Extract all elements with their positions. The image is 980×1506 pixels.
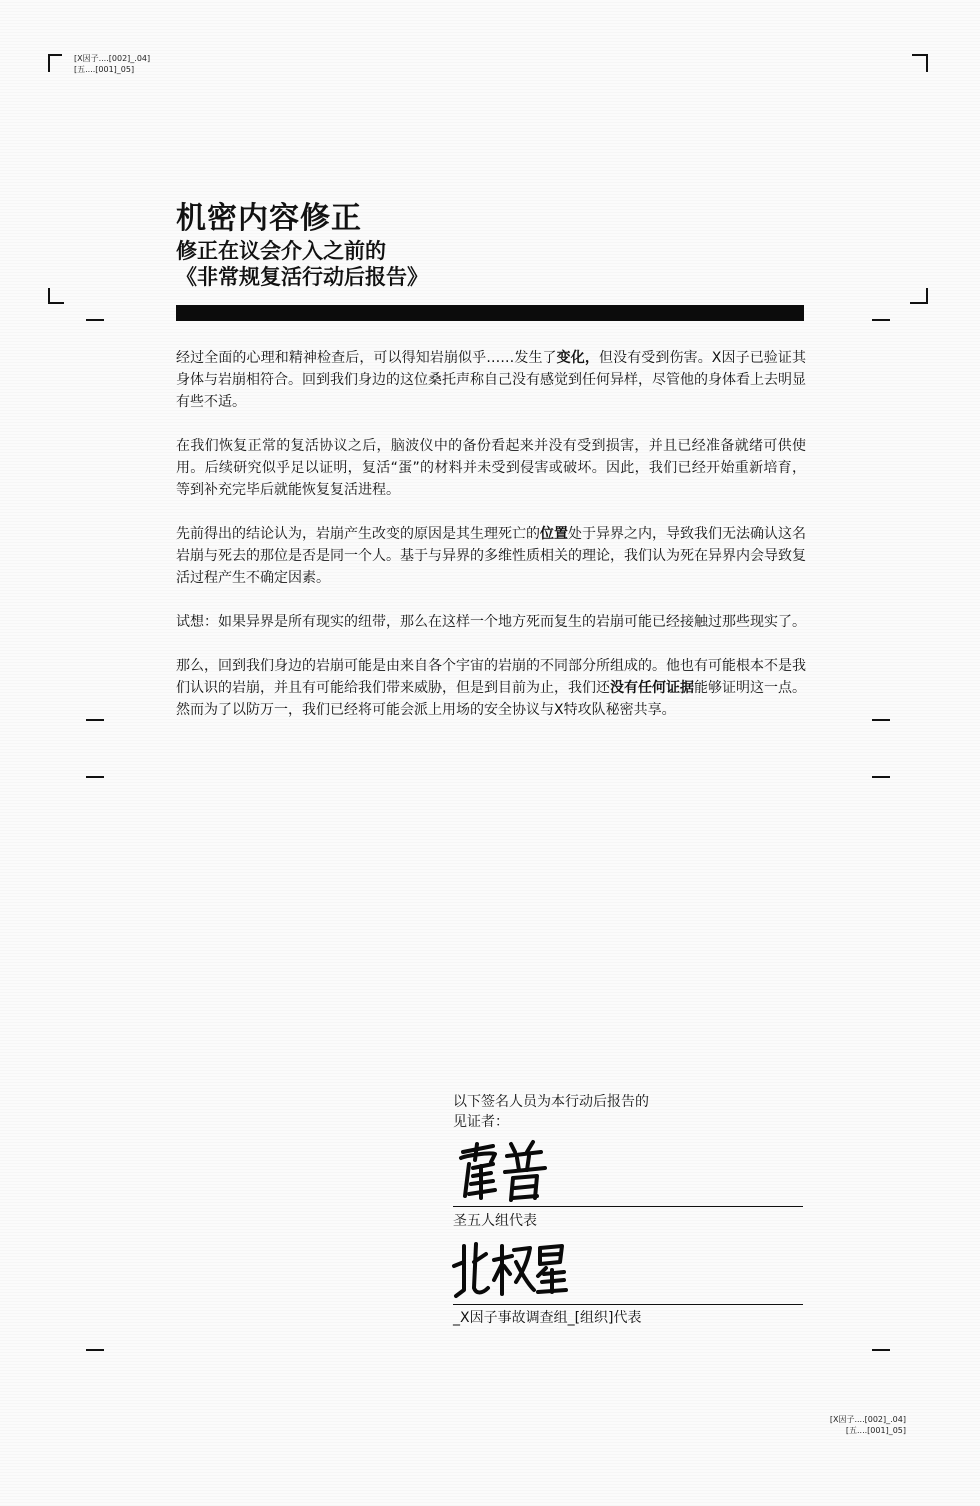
signature-intro-line2: 见证者： [453,1114,509,1130]
signature-intro-line1: 以下签名人员为本行动后报告的 [453,1094,649,1110]
emphasis: 没有任何证据 [610,680,694,696]
signature-line-1 [453,1206,803,1207]
document-subtitle-line2: 《非常规复活行动后报告》 [176,265,428,289]
document-subtitle-line1: 修正在议会介入之前的 [176,239,386,263]
corner-code-line: [五....[001]_05] [845,1426,906,1435]
signature-2-caption [453,1308,642,1328]
document-header [176,200,816,290]
crop-mark [872,719,890,721]
signature-1-caption-text: 圣五人组代表 [453,1213,537,1229]
crop-mark [48,54,50,72]
crop-mark [926,54,928,72]
crop-mark [86,776,104,778]
signature-polaris-graphic [450,1240,570,1302]
paragraph-5: 那么，回到我们身边的岩崩可能是由来自各个宇宙的岩崩的不同部分所组成的。他也有可能根本不是我们认识的岩崩，并且有可能给我们带来威胁，但是到目前为止，我们还没有任何证据能够证明这一点。然而为了以防万一，我们已经将可能会派上用场的安全协议与X特攻队秘密共享。 [176,658,806,718]
paragraph-2: 在我们恢复正常的复活协议之后，脑波仪中的备份看起来并没有受到损害，并且已经准备就绪可供使用。后续研究似乎足以证明，复活“蛋”的材料并未受到侵害或破坏。因此，我们已经开始重新培育，等到补充完毕后就能恢复复活进程。 [176,438,806,498]
document-title: 机密内容修正 [176,201,362,236]
paragraph-3: 先前得出的结论认为，岩崩产生改变的原因是其生理死亡的位置处于异界之内，导致我们无法确认这名岩崩与死去的那位是否是同一个人。基于与异界的多维性质相关的理论，我们认为死在异界内会导致复活过程产生不确定因素。 [176,526,806,586]
corner-code-line: [X因子....[002]_.04] [74,54,151,63]
signature-2-caption-text: _X因子事故调查组_[组织]代表 [453,1310,642,1326]
crop-mark [48,54,62,56]
paragraph-1: 经过全面的心理和精神检查后，可以得知岩崩似乎……发生了变化，但没有受到伤害。X因子已验证其身体与岩崩相符合。回到我们身边的这位桑托声称自己没有感觉到任何异样，尽管他的身体看上去明显有些不适。 [176,350,807,410]
signature-hope-graphic [455,1138,555,1208]
signature-line-2 [453,1304,803,1305]
crop-mark [910,302,928,304]
crop-mark [86,319,104,321]
corner-code-bottom-right [830,1414,906,1436]
emphasis: 位置 [540,526,568,542]
crop-mark [872,776,890,778]
corner-code-top-left [74,53,150,75]
redaction-bar [176,305,804,321]
paragraph-4: 试想：如果异界是所有现实的纽带，那么在这样一个地方死而复生的岩崩可能已经接触过那些现实了。 [176,614,806,630]
corner-code-line: [五....[001]_05] [74,65,135,74]
crop-mark [86,1349,104,1351]
crop-mark [872,319,890,321]
signature-intro [453,1092,803,1132]
crop-mark [872,1349,890,1351]
crop-mark [86,719,104,721]
report-body [176,347,806,743]
corner-code-line: [X因子....[002]_.04] [829,1415,906,1424]
emphasis: 变化， [556,350,599,366]
signature-1-caption [453,1211,537,1231]
crop-mark [48,302,64,304]
